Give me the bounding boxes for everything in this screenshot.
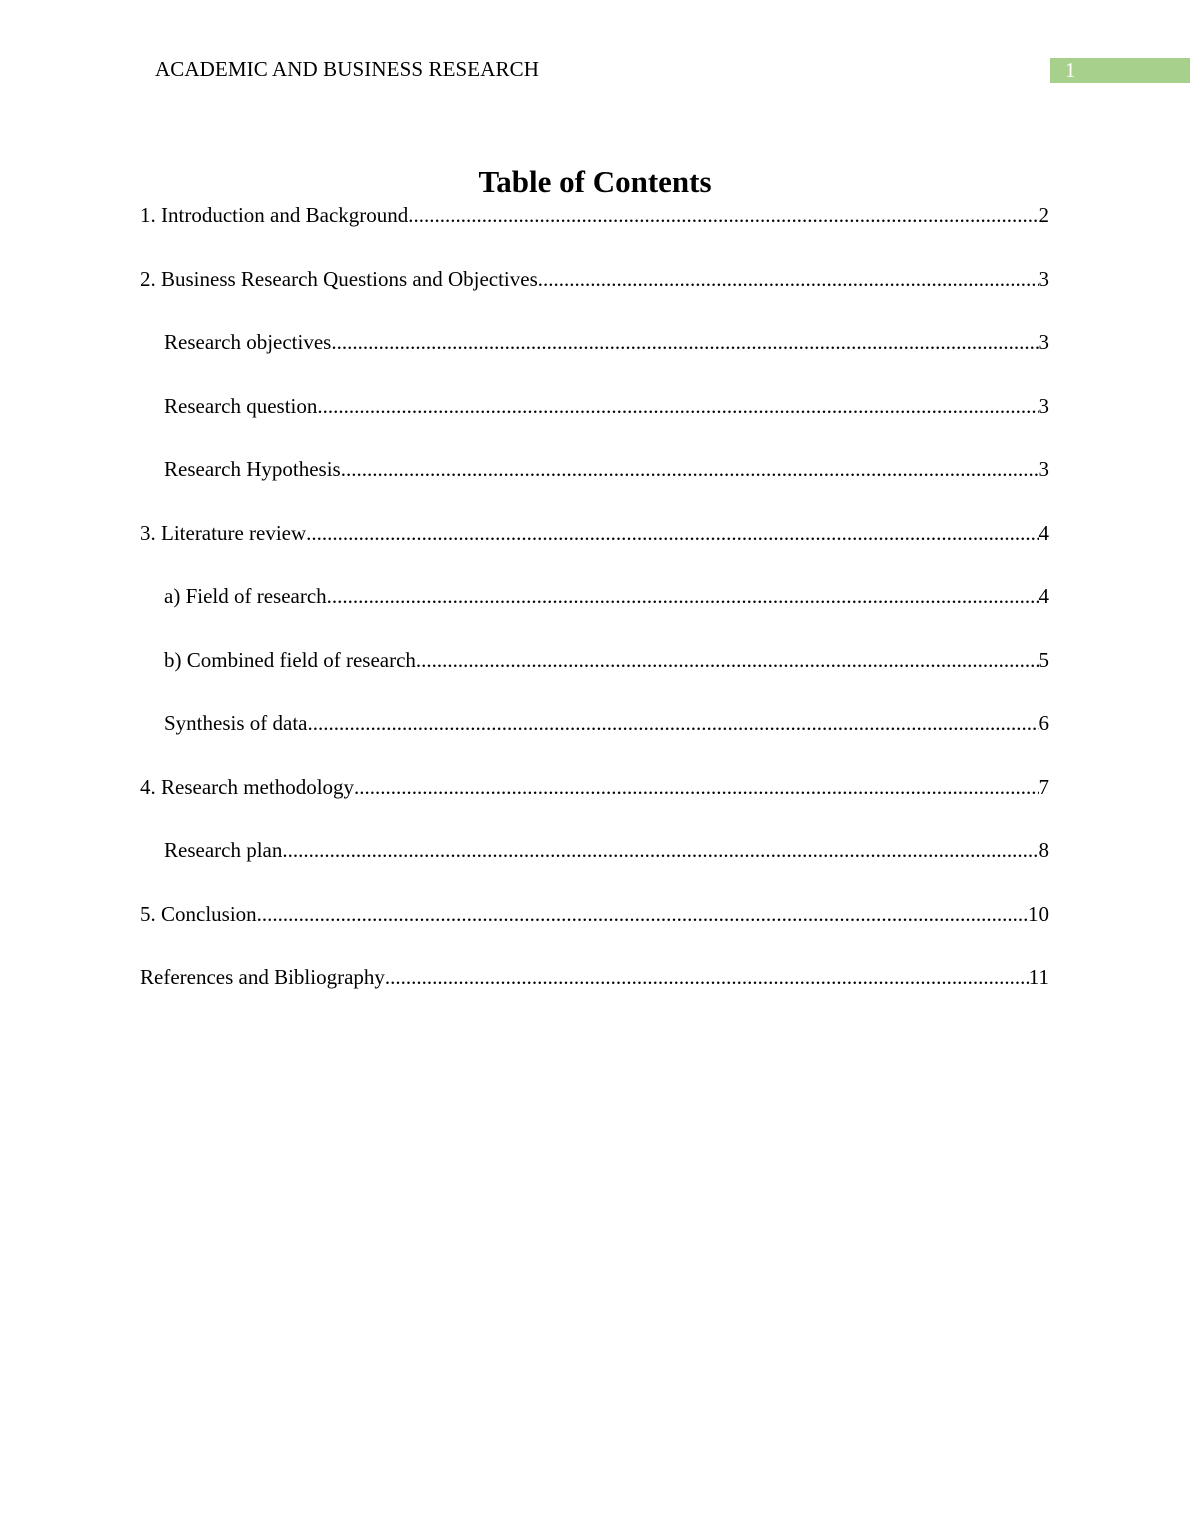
toc-dot-leader <box>327 580 1039 612</box>
toc-dot-leader <box>331 326 1038 358</box>
toc-entry-page: 11 <box>1028 965 1049 989</box>
toc-entry-label: 3. Literature review <box>140 520 307 545</box>
toc-entry-label: 1. Introduction and Background <box>140 203 409 227</box>
toc-dot-leader <box>282 834 1038 866</box>
toc-entry-page: 8 <box>1038 838 1049 862</box>
toc-entry-combined-field[interactable] <box>140 644 1049 708</box>
toc-entry-page: 2 <box>1038 203 1049 227</box>
toc-entry-label: b) Combined field of research <box>164 647 416 672</box>
toc-entry-label: 4. Research methodology <box>140 774 355 799</box>
toc-entry-label: Synthesis of data <box>164 711 308 735</box>
toc-entry-research-hypothesis[interactable] <box>140 453 1049 517</box>
toc-entry-label: Research objectives <box>164 330 332 354</box>
toc-entry-page: 5 <box>1038 647 1049 672</box>
toc-entry-research-objectives[interactable] <box>140 326 1049 390</box>
toc-entry-label: 2. Business Research Questions and Objectives <box>140 266 538 291</box>
toc-entry-page: 4 <box>1038 584 1049 608</box>
toc-entry-page: 7 <box>1038 774 1049 799</box>
toc-entry-page: 3 <box>1038 266 1049 291</box>
toc-entry-label: Research Hypothesis <box>164 457 341 481</box>
toc-entry-label: Research question <box>164 393 318 418</box>
toc-dot-leader <box>306 517 1038 549</box>
toc-dot-leader <box>341 453 1039 485</box>
toc-entry-label: 5. Conclusion <box>140 901 257 926</box>
toc-dot-leader <box>317 390 1038 422</box>
toc-entry-page: 10 <box>1028 901 1049 926</box>
toc-dot-leader <box>307 707 1038 739</box>
toc-dot-leader <box>354 771 1038 803</box>
toc-entry-introduction[interactable] <box>140 199 1049 263</box>
running-header-title: ACADEMIC AND BUSINESS RESEARCH <box>155 57 539 81</box>
toc-dot-leader <box>538 263 1039 295</box>
toc-dot-leader <box>408 199 1038 231</box>
toc-dot-leader <box>385 961 1029 993</box>
toc-entry-page: 3 <box>1038 457 1049 481</box>
toc-entry-conclusion[interactable] <box>140 898 1049 962</box>
toc-entry-page: 3 <box>1038 393 1049 418</box>
toc-entry-research-plan[interactable] <box>140 834 1049 898</box>
toc-title: Table of Contents <box>478 164 712 199</box>
page-number: 1 <box>1065 58 1076 82</box>
toc-entry-page: 6 <box>1038 711 1049 735</box>
toc-dot-leader <box>416 644 1039 676</box>
toc-dot-leader <box>257 898 1028 930</box>
toc-entry-label: a) Field of research <box>164 584 327 608</box>
toc-entry-synthesis-of-data[interactable] <box>140 707 1049 771</box>
toc-entry-page: 3 <box>1038 330 1049 354</box>
page-number-badge <box>1050 58 1190 83</box>
toc-entry-research-methodology[interactable] <box>140 771 1049 835</box>
toc-list <box>140 199 1049 1025</box>
toc-entry-page: 4 <box>1038 520 1049 545</box>
toc-entry-research-questions[interactable] <box>140 263 1049 327</box>
toc-entry-references[interactable] <box>140 961 1049 1025</box>
toc-entry-field-of-research[interactable] <box>140 580 1049 644</box>
toc-entry-research-question[interactable] <box>140 390 1049 454</box>
toc-entry-label: References and Bibliography <box>140 965 385 989</box>
toc-entry-label: Research plan <box>164 838 283 862</box>
toc-entry-literature-review[interactable] <box>140 517 1049 581</box>
